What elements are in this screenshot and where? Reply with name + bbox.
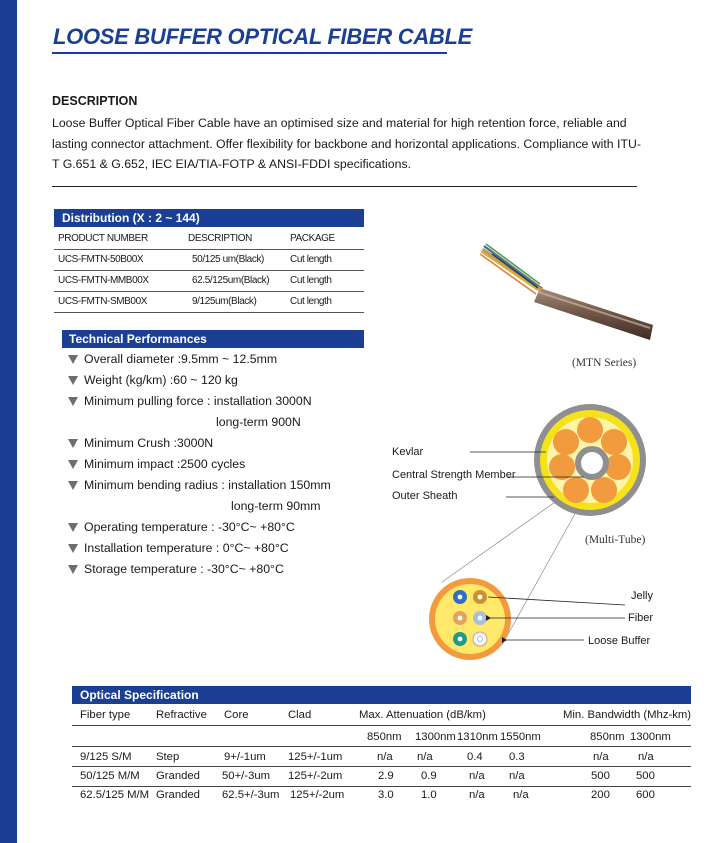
tech-item: Weight (kg/km) :60 ~ 120 kg	[68, 373, 238, 387]
cell-bw-850: 200	[591, 789, 610, 801]
triangle-bullet-icon	[68, 544, 78, 553]
triangle-bullet-icon	[68, 376, 78, 385]
title-underline	[52, 52, 447, 54]
cell-att-1300: 1.0	[421, 789, 437, 801]
label-outer-sheath: Outer Sheath	[392, 490, 458, 502]
product-description: 9/125um(Black)	[192, 296, 257, 307]
triangle-bullet-icon	[68, 397, 78, 406]
cell-clad: 125+/-2um	[288, 770, 343, 782]
cell-refractive: Step	[156, 751, 180, 763]
cell-att-850: n/a	[377, 751, 393, 763]
sub-att-1550: 1550nm	[500, 731, 541, 743]
label-kevlar: Kevlar	[392, 446, 424, 458]
tech-item: Installation temperature : 0°C~ +80°C	[68, 541, 289, 555]
triangle-bullet-icon	[68, 460, 78, 469]
distribution-header-row	[54, 229, 364, 250]
product-number: UCS-FMTN-50B00X	[58, 254, 144, 265]
row-divider	[72, 746, 691, 747]
col-max-attenuation: Max. Attenuation (dB/km)	[359, 709, 486, 721]
label-loose-buffer: Loose Buffer	[588, 635, 651, 647]
description-heading: DESCRIPTION	[52, 94, 138, 108]
distribution-header	[54, 209, 364, 227]
cell-bw-1300: 600	[636, 789, 655, 801]
product-description: 50/125 um(Black)	[192, 254, 264, 265]
cell-fiber-type: 62.5/125 M/M	[80, 789, 150, 801]
tech-item: Minimum Crush :3000N	[68, 436, 213, 450]
triangle-bullet-icon	[68, 481, 78, 490]
col-fiber-type: Fiber type	[80, 709, 131, 721]
sub-att-850: 850nm	[367, 731, 402, 743]
col-core: Core	[224, 709, 249, 721]
product-package: Cut length	[290, 275, 332, 286]
col-refractive: Refractive	[156, 709, 207, 721]
cell-att-1300: n/a	[417, 751, 433, 763]
cell-att-850: 2.9	[378, 770, 394, 782]
col-product-number: PRODUCT NUMBER	[58, 233, 148, 244]
cell-core: 9+/-1um	[224, 751, 266, 763]
cell-bw-850: n/a	[593, 751, 609, 763]
tech-item: Minimum impact :2500 cycles	[68, 457, 245, 471]
optical-spec-title: Optical Specification	[80, 688, 199, 702]
row-divider	[72, 766, 691, 767]
col-clad: Clad	[288, 709, 312, 721]
tech-item-continuation: long-term 900N	[216, 415, 301, 429]
description-text: Loose Buffer Optical Fiber Cable have an optimised size and material for high retention force, reliable and lasting connector attachment. Offer flexibility for backbone and horizontal applications. Compliance with ITU-T G.651 & G.652, IEC EIA/TIA-FOTP & ANSI-FDDI specifications.	[52, 116, 641, 171]
cell-att-1310: 0.4	[467, 751, 483, 763]
cell-bw-1300: n/a	[638, 751, 654, 763]
cell-clad: 125+/-1um	[288, 751, 343, 763]
technical-header	[62, 330, 364, 348]
sub-bw-850: 850nm	[590, 731, 625, 743]
cell-att-850: 3.0	[378, 789, 394, 801]
triangle-bullet-icon	[68, 523, 78, 532]
cell-refractive: Granded	[156, 789, 200, 801]
table-row	[54, 271, 364, 292]
divider	[52, 186, 637, 187]
table-row	[54, 292, 364, 313]
distribution-table	[54, 229, 364, 313]
table-row	[54, 250, 364, 271]
product-number: UCS-FMTN-SMB00X	[58, 296, 148, 307]
tech-item-continuation: long-term 90mm	[231, 499, 321, 513]
tech-item: Minimum bending radius : installation 150mm	[68, 478, 331, 492]
cell-clad: 125+/-2um	[290, 789, 345, 801]
label-central-strength-member: Central Strength Member	[392, 469, 516, 481]
cell-core: 50+/-3um	[222, 770, 271, 782]
triangle-bullet-icon	[68, 355, 78, 364]
cell-fiber-type: 50/125 M/M	[80, 770, 140, 782]
cell-fiber-type: 9/125 S/M	[80, 751, 132, 763]
row-divider	[72, 725, 691, 726]
cell-bw-1300: 500	[636, 770, 655, 782]
cell-att-1300: 0.9	[421, 770, 437, 782]
multitube-caption: (Multi-Tube)	[585, 534, 646, 546]
cell-att-1310: n/a	[469, 770, 485, 782]
col-package: PACKAGE	[290, 233, 335, 244]
row-divider	[72, 786, 691, 787]
sub-att-1300: 1300nm	[415, 731, 456, 743]
tech-item: Storage temperature : -30°C~ +80°C	[68, 562, 284, 576]
tech-item: Overall diameter :9.5mm ~ 12.5mm	[68, 352, 277, 366]
cell-bw-850: 500	[591, 770, 610, 782]
cell-att-1550: 0.3	[509, 751, 525, 763]
mtn-cable-illustration	[478, 240, 658, 350]
left-accent-bar	[0, 0, 17, 843]
cell-att-1550: n/a	[509, 770, 525, 782]
product-package: Cut length	[290, 254, 332, 265]
distribution-title: Distribution (X : 2 ~ 144)	[62, 211, 200, 225]
product-package: Cut length	[290, 296, 332, 307]
tech-item: Operating temperature : -30°C~ +80°C	[68, 520, 295, 534]
mtn-caption: (MTN Series)	[572, 357, 637, 369]
sub-bw-1300: 1300nm	[630, 731, 671, 743]
cell-refractive: Granded	[156, 770, 200, 782]
label-jelly: Jelly	[631, 590, 654, 602]
technical-title: Technical Performances	[69, 332, 207, 346]
col-description: DESCRIPTION	[188, 233, 252, 244]
col-min-bandwidth: Min. Bandwidth (Mhz-km)	[563, 709, 692, 721]
optical-spec-header	[72, 686, 691, 704]
product-description: 62.5/125um(Black)	[192, 275, 270, 286]
triangle-bullet-icon	[68, 439, 78, 448]
cell-att-1550: n/a	[513, 789, 529, 801]
cell-core: 62.5+/-3um	[222, 789, 280, 801]
cell-att-1310: n/a	[469, 789, 485, 801]
tech-item: Minimum pulling force : installation 3000N	[68, 394, 312, 408]
page-title: LOOSE BUFFER OPTICAL FIBER CABLE	[53, 24, 473, 49]
triangle-bullet-icon	[68, 565, 78, 574]
label-fiber: Fiber	[628, 612, 654, 624]
sub-att-1310: 1310nm	[457, 731, 498, 743]
product-number: UCS-FMTN-MMB00X	[58, 275, 149, 286]
